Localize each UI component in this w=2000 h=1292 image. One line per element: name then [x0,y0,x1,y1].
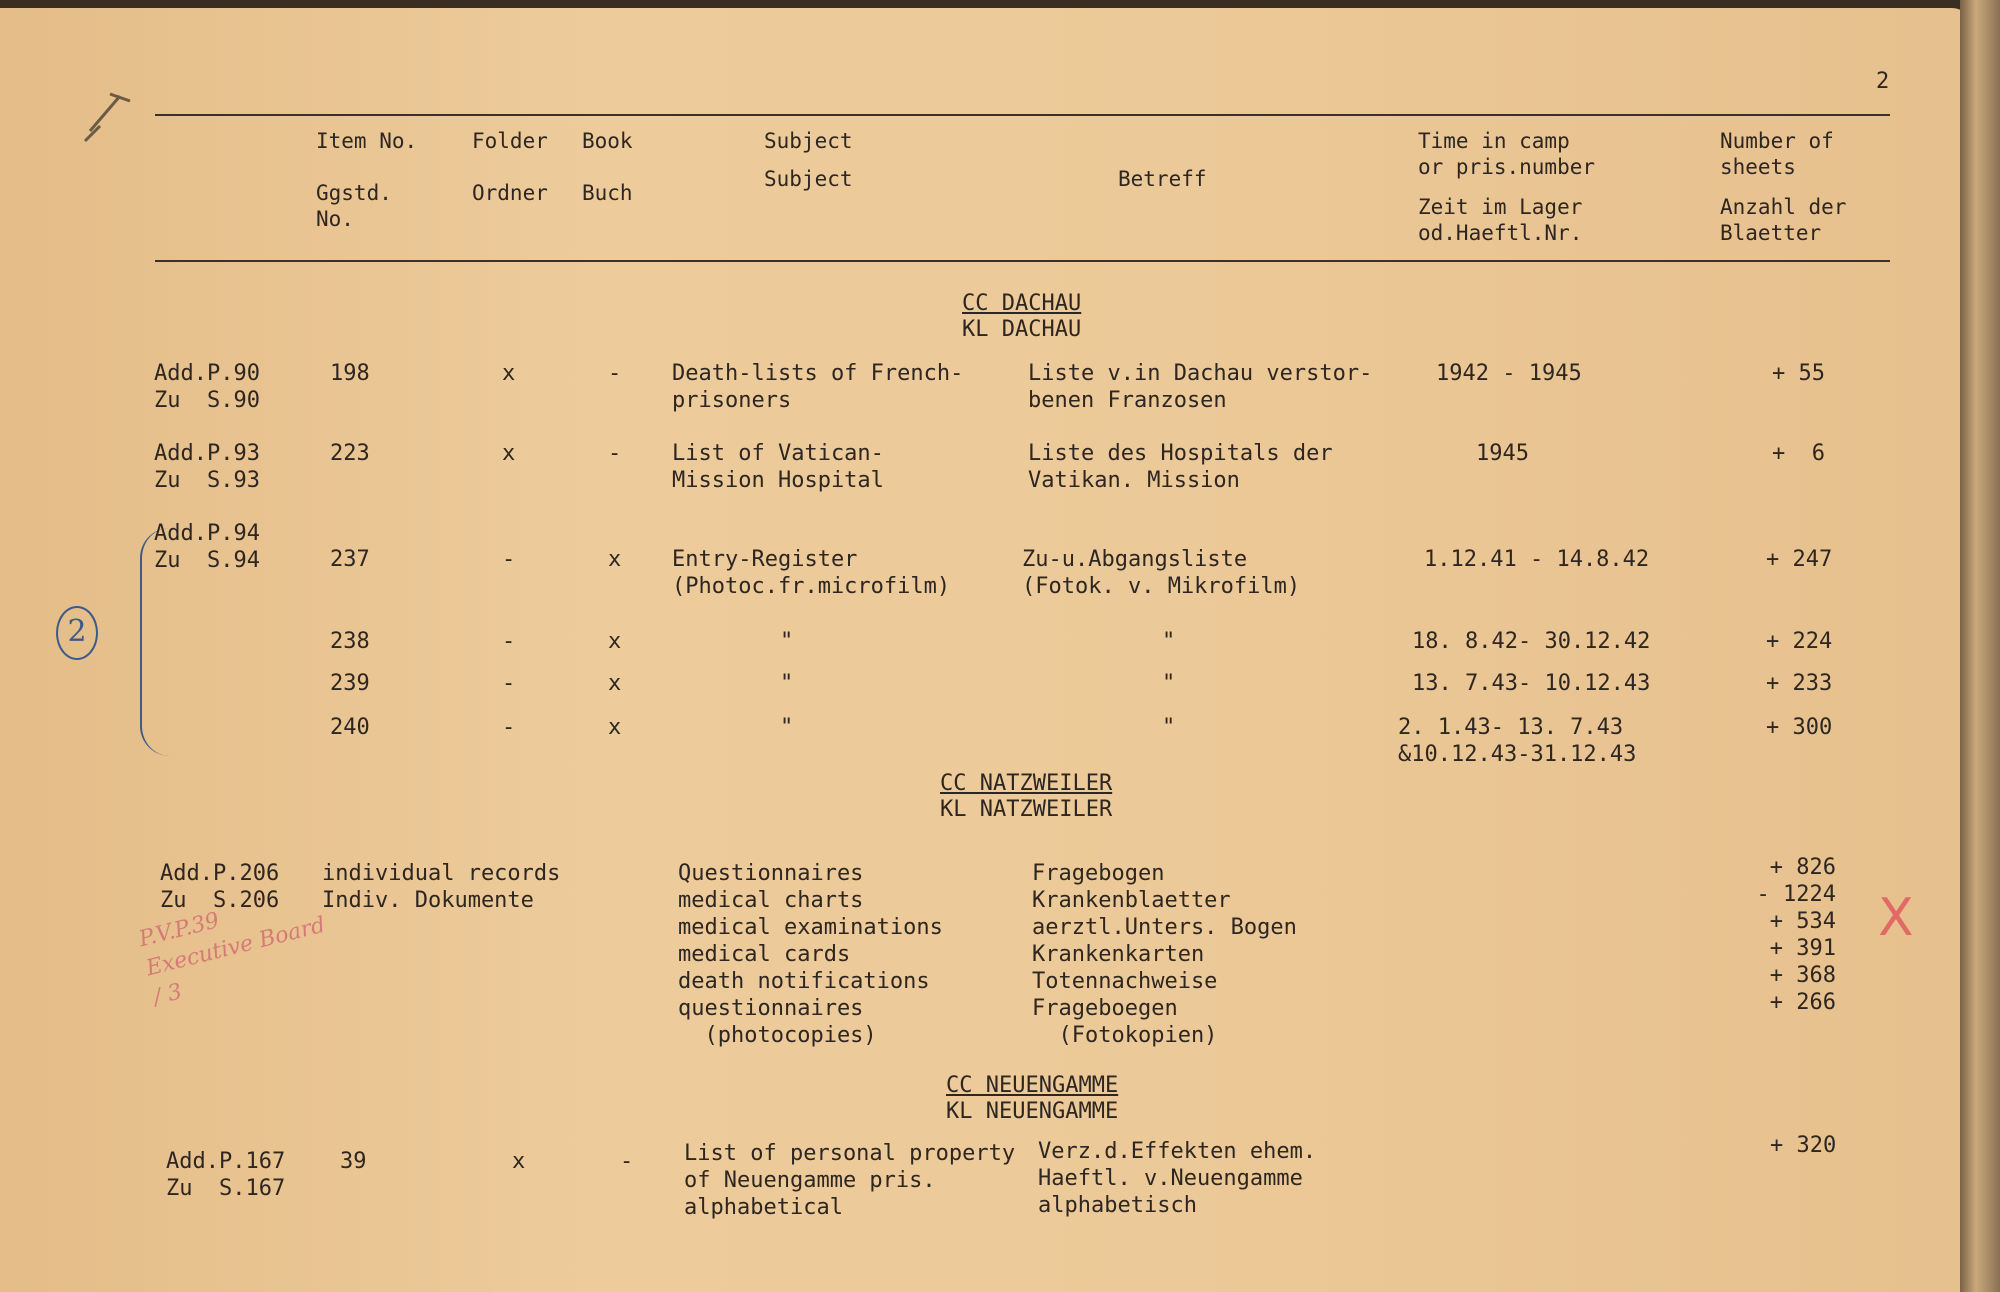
row3-folder: - [502,547,516,572]
row1-folder: x [502,361,516,386]
section-dachau-de: KL DACHAU [962,317,1082,342]
row6-folder: - [502,715,516,740]
section-neuengamme-de: KL NEUENGAMME [946,1099,1119,1124]
row7-item: individual records Indiv. Dokumente [322,861,561,913]
row6-item: 240 [330,715,370,740]
row1-time: 1942 - 1945 [1436,361,1582,386]
section-neuengamme-en: CC NEUENGAMME [946,1073,1119,1098]
header-book-en: Book [582,129,633,153]
row5-sheets: + 233 [1766,671,1833,696]
header-sheets-de: Anzahl der Blaetter [1720,195,1847,245]
row5-betreff: " [1162,671,1176,696]
header-folder-de: Ordner [472,181,548,205]
header-time-en: Time in camp or pris.number [1418,129,1596,179]
row6-sheets: + 300 [1766,715,1833,740]
page-number: 2 [1876,69,1890,94]
header-item-en: Item No. [316,129,418,153]
row2-folder: x [502,441,516,466]
row4-sheets: + 224 [1766,629,1833,654]
header-sheets-en: Number of sheets [1720,129,1834,179]
row1-subject: Death-lists of French- prisoners [672,361,964,413]
circled-number-annotation: 2 [56,606,98,660]
row8-ref: Add.P.167 Zu S.167 [166,1149,286,1201]
section-dachau-en: CC DACHAU [962,291,1082,316]
red-cross-mark: X [1878,888,1914,948]
row6-betreff: " [1162,715,1176,740]
row7-ref: Add.P.206 Zu S.206 [160,861,280,913]
row4-item: 238 [330,629,370,654]
section-natzweiler-de: KL NATZWEILER [940,797,1113,822]
row4-subject: " [780,629,794,654]
row1-betreff: Liste v.in Dachau verstor- benen Franzosen [1028,361,1373,413]
section-natzweiler-en: CC NATZWEILER [940,771,1113,796]
header-time-de: Zeit im Lager od.Haeftl.Nr. [1418,195,1583,245]
row5-time: 13. 7.43- 10.12.43 [1412,671,1651,696]
staple-pin-icon [80,86,140,146]
row4-time: 18. 8.42- 30.12.42 [1412,629,1651,654]
row6-book: x [608,715,622,740]
row3-book: x [608,547,622,572]
row8-subject: List of personal property of Neuengamme pris. alphabetical [684,1141,1016,1220]
red-handwritten-note: P.V.P.39 Executive Board / 3 [136,908,328,1011]
row4-folder: - [502,629,516,654]
row1-ref: Add.P.90 Zu S.90 [154,361,260,413]
row5-folder: - [502,671,516,696]
row1-item: 198 [330,361,370,386]
row8-folder: x [512,1149,526,1174]
row4-book: x [608,629,622,654]
row8-book: - [620,1149,634,1174]
row1-book: - [608,361,622,386]
row2-betreff: Liste des Hospitals der Vatikan. Mission [1028,441,1333,493]
row5-book: x [608,671,622,696]
header-folder-en: Folder [472,129,548,153]
page-edge-shadow [1960,0,2000,1292]
row2-book: - [608,441,622,466]
row3-item: 237 [330,547,370,572]
row5-item: 239 [330,671,370,696]
row1-sheets: + 55 [1772,361,1825,386]
row5-subject: " [780,671,794,696]
row2-subject: List of Vatican- Mission Hospital [672,441,884,493]
row3-ref: Add.P.94 Zu S.94 [154,521,260,573]
row2-ref: Add.P.93 Zu S.93 [154,441,260,493]
row3-time: 1.12.41 - 14.8.42 [1424,547,1650,572]
row8-sheets: + 320 [1770,1133,1837,1158]
row3-sheets: + 247 [1766,547,1833,572]
row6-subject: " [780,715,794,740]
row8-item: 39 [340,1149,367,1174]
header-top-rule [155,114,1890,116]
row2-item: 223 [330,441,370,466]
row3-betreff: Zu-u.Abgangsliste (Fotok. v. Mikrofilm) [1022,547,1301,599]
row8-betreff: Verz.d.Effekten ehem. Haeftl. v.Neuengamme alphabetisch [1038,1139,1317,1218]
header-book-de: Buch [582,181,633,205]
header-item-de: Ggstd. No. [316,181,392,231]
header-bottom-rule [155,260,1890,262]
row3-subject: Entry-Register (Photoc.fr.microfilm) [672,547,951,599]
document-page [0,8,1972,1292]
header-subject-1: Subject [764,129,853,153]
row7-subject: Questionnaires medical charts medical examinations medical cards death notifications questionnaires (photocopies) [678,861,943,1048]
header-subject-2: Subject [764,167,853,191]
row6-time: 2. 1.43- 13. 7.43 &10.12.43-31.12.43 [1398,715,1637,767]
row7-betreff: Fragebogen Krankenblaetter aerztl.Unters. Bogen Krankenkarten Totennachweise Frageboegen (Fotokopien) [1032,861,1297,1048]
row2-time: 1945 [1476,441,1529,466]
row2-sheets: + 6 [1772,441,1825,466]
header-betreff: Betreff [1118,167,1207,191]
row4-betreff: " [1162,629,1176,654]
row7-sheets: + 826 - 1224 + 534 + 391 + 368 + 266 [1756,855,1836,1015]
